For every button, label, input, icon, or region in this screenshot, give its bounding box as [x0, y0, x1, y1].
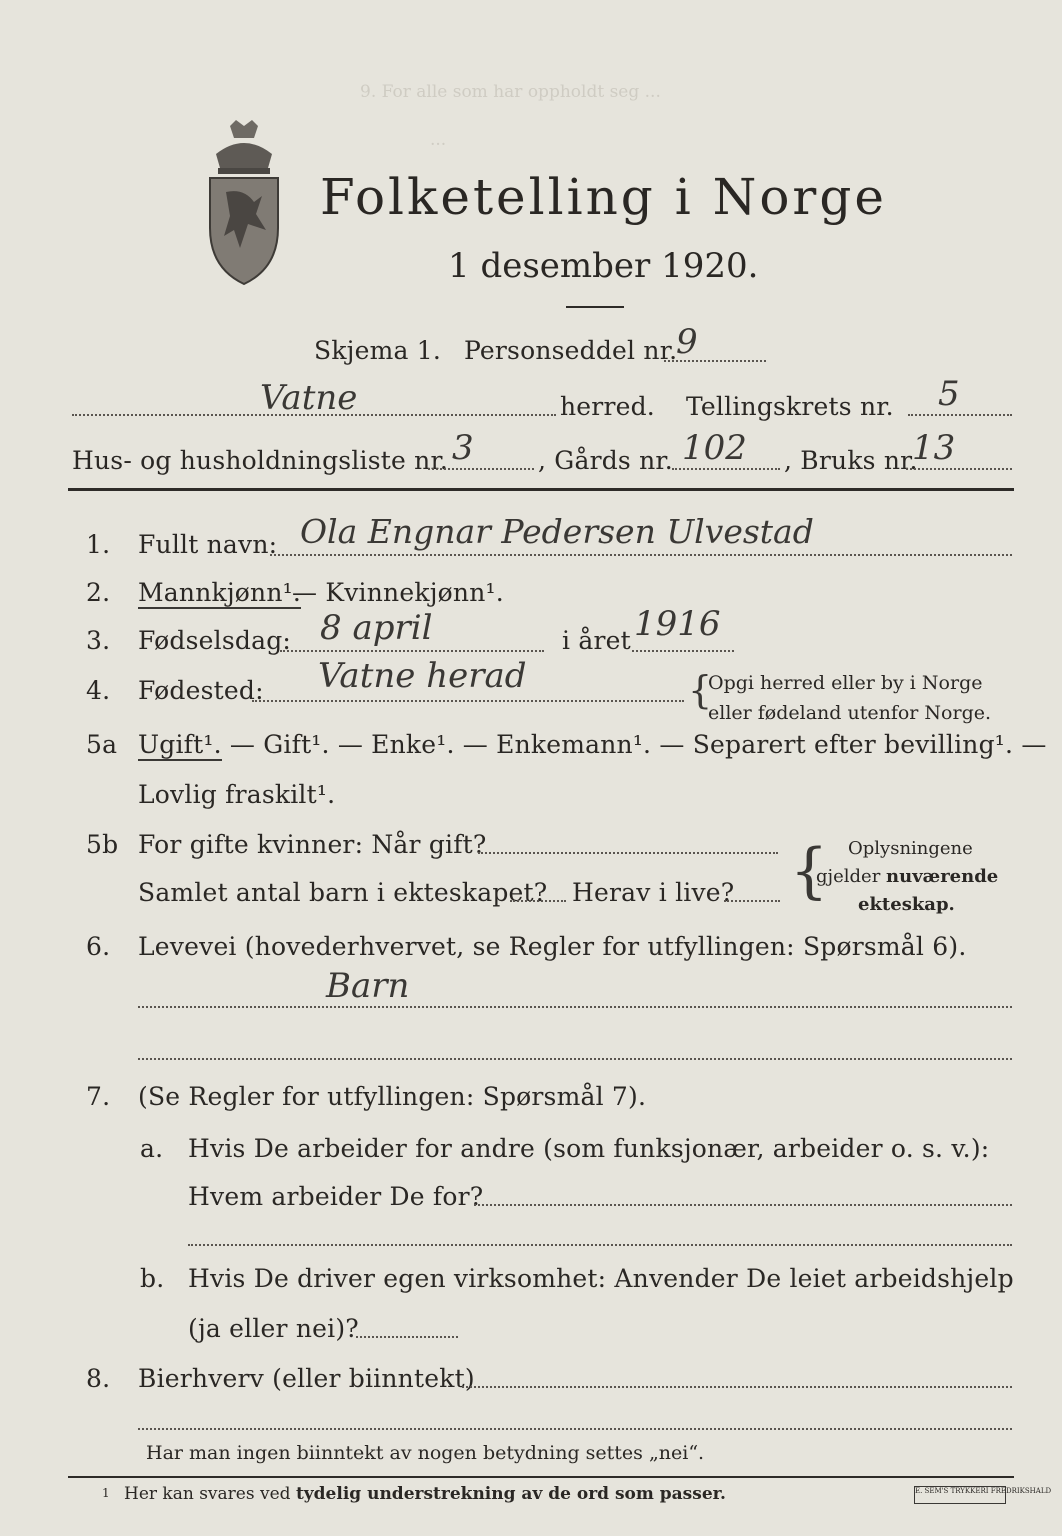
tellingskrets-value: 5: [938, 374, 960, 414]
bleed-text: 9. For alle som har oppholdt seg ...: [360, 82, 661, 102]
q7b-label: Hvis De driver egen virksomhet: Anvender De leiet arbeidshjelp: [188, 1264, 1014, 1293]
q3-year-line: [632, 650, 734, 652]
bruks-label: , Bruks nr.: [784, 446, 918, 475]
q5b-note-navaerende: nuværende: [886, 866, 999, 887]
q5a-options-line1: [138, 730, 1047, 759]
q6-label: Levevei (hovederhvervet, se Regler for utfyllingen: Spørsmål 6).: [138, 932, 967, 961]
q1-field-line: [270, 554, 1012, 556]
q4-note-line1: Opgi herred eller by i Norge: [708, 672, 983, 694]
q7-label: (Se Regler for utfyllingen: Spørsmål 7).: [138, 1082, 647, 1111]
q5b-note-line1: Oplysningene: [848, 838, 973, 859]
husliste-field-line: [428, 468, 534, 470]
q8-note: Har man ingen biinntekt av nogen betydning settes „nei“.: [146, 1442, 705, 1464]
q8-number: 8.: [86, 1364, 111, 1393]
q5b-note-gjelder: gjelder: [816, 866, 887, 887]
coat-of-arms-icon: [196, 118, 292, 288]
q5b-married-label: For gifte kvinner: Når gift?: [138, 830, 487, 859]
footnote-part1: Her kan svares ved: [124, 1484, 296, 1504]
q5b-number: 5b: [86, 830, 119, 859]
tellingskrets-label: Tellingskrets nr.: [686, 392, 894, 421]
q2-number: 2.: [86, 578, 111, 607]
q3-year-value: 1916: [634, 604, 721, 644]
q5a-options-line2: Lovlig fraskilt¹.: [138, 780, 336, 809]
personseddel-label: Personseddel nr.: [464, 336, 678, 365]
q6-number: 6.: [86, 932, 111, 961]
q4-note-line2: eller fødeland utenfor Norge.: [708, 702, 992, 724]
printer-stamp: E. SEM'S TRYKKERI FREDRIKSHALD: [914, 1486, 1006, 1504]
herred-value: Vatne: [260, 378, 358, 418]
gards-label: , Gårds nr.: [538, 446, 673, 475]
q3-date-value: 8 april: [320, 608, 433, 648]
q7b-letter: b.: [140, 1264, 165, 1293]
q5b-children-line: [510, 900, 566, 902]
q7-number: 7.: [86, 1082, 111, 1111]
bruks-field-line: [906, 468, 1012, 470]
q4-label: Fødested:: [138, 676, 264, 705]
q4-value: Vatne herad: [318, 656, 527, 696]
bruks-value: 13: [912, 428, 956, 468]
q4-number: 4.: [86, 676, 111, 705]
gards-field-line: [672, 468, 780, 470]
q7a-answer-line2: [188, 1244, 1012, 1246]
q2-kvinnekjonn: — Kvinnekjønn¹.: [292, 578, 504, 607]
q5a-number: 5a: [86, 730, 118, 759]
bleed-text: ...: [430, 130, 447, 150]
q8-answer-line2: [138, 1428, 1012, 1430]
q7a-answer-line1: [474, 1204, 1012, 1206]
personseddel-value: 9: [676, 322, 698, 362]
q1-number: 1.: [86, 530, 111, 559]
q7b-answer-line: [356, 1336, 458, 1338]
tellingskrets-field-line: [908, 414, 1012, 416]
q5b-note-line3: ekteskap.: [858, 894, 955, 915]
q6-answer-line2: [138, 1058, 1012, 1060]
q3-year-label: i året: [562, 626, 631, 655]
q7a-letter: a.: [140, 1134, 164, 1163]
footnote-part2: tydelig understrekning av de ord som passer.: [295, 1484, 726, 1504]
q5a-ugift: Ugift¹.: [138, 730, 222, 759]
q6-answer-line1: [138, 1006, 1012, 1008]
schema-label: Skjema 1.: [314, 336, 442, 365]
q4-field-line: [252, 700, 684, 702]
q6-value: Barn: [326, 966, 410, 1006]
gards-value: 102: [682, 428, 747, 468]
q7a-question: Hvem arbeider De for?: [188, 1182, 484, 1211]
q1-value: Ola Engnar Pedersen Ulvestad: [300, 512, 814, 551]
q5b-married-line: [478, 852, 778, 854]
title-divider: [566, 306, 624, 308]
form-date: 1 desember 1920.: [448, 246, 759, 286]
form-title: Folketelling i Norge: [320, 168, 887, 226]
footer-rule: [68, 1476, 1014, 1478]
q2-mannkjonn: Mannkjønn¹.: [138, 578, 302, 607]
q5b-brace: {: [790, 836, 829, 906]
q8-answer-line1: [462, 1386, 1012, 1388]
q8-label: Bierhverv (eller biinntekt): [138, 1364, 475, 1393]
q5b-alive-label: Herav i live?: [572, 878, 735, 907]
q5a-rest: — Gift¹. — Enke¹. — Enkemann¹. — Separert efter bevilling¹. —: [221, 730, 1047, 759]
q5b-alive-line: [724, 900, 780, 902]
q3-date-line: [280, 650, 544, 652]
header-rule: [68, 488, 1014, 491]
q1-label: Fullt navn:: [138, 530, 278, 559]
footnote-text: [124, 1484, 726, 1504]
husliste-value: 3: [452, 428, 474, 468]
husliste-label: Hus- og husholdningsliste nr.: [72, 446, 449, 475]
q5b-note-line2: [816, 866, 998, 887]
q3-number: 3.: [86, 626, 111, 655]
q5b-children-label: Samlet antal barn i ekteskapet?: [138, 878, 548, 907]
footnote-marker: 1: [102, 1486, 110, 1500]
herred-label: herred.: [560, 392, 655, 421]
q7b-question: (ja eller nei)?: [188, 1314, 359, 1343]
q7a-label: Hvis De arbeider for andre (som funksjonær, arbeider o. s. v.):: [188, 1134, 990, 1163]
q4-brace: {: [688, 668, 713, 712]
q3-label: Fødselsdag:: [138, 626, 292, 655]
